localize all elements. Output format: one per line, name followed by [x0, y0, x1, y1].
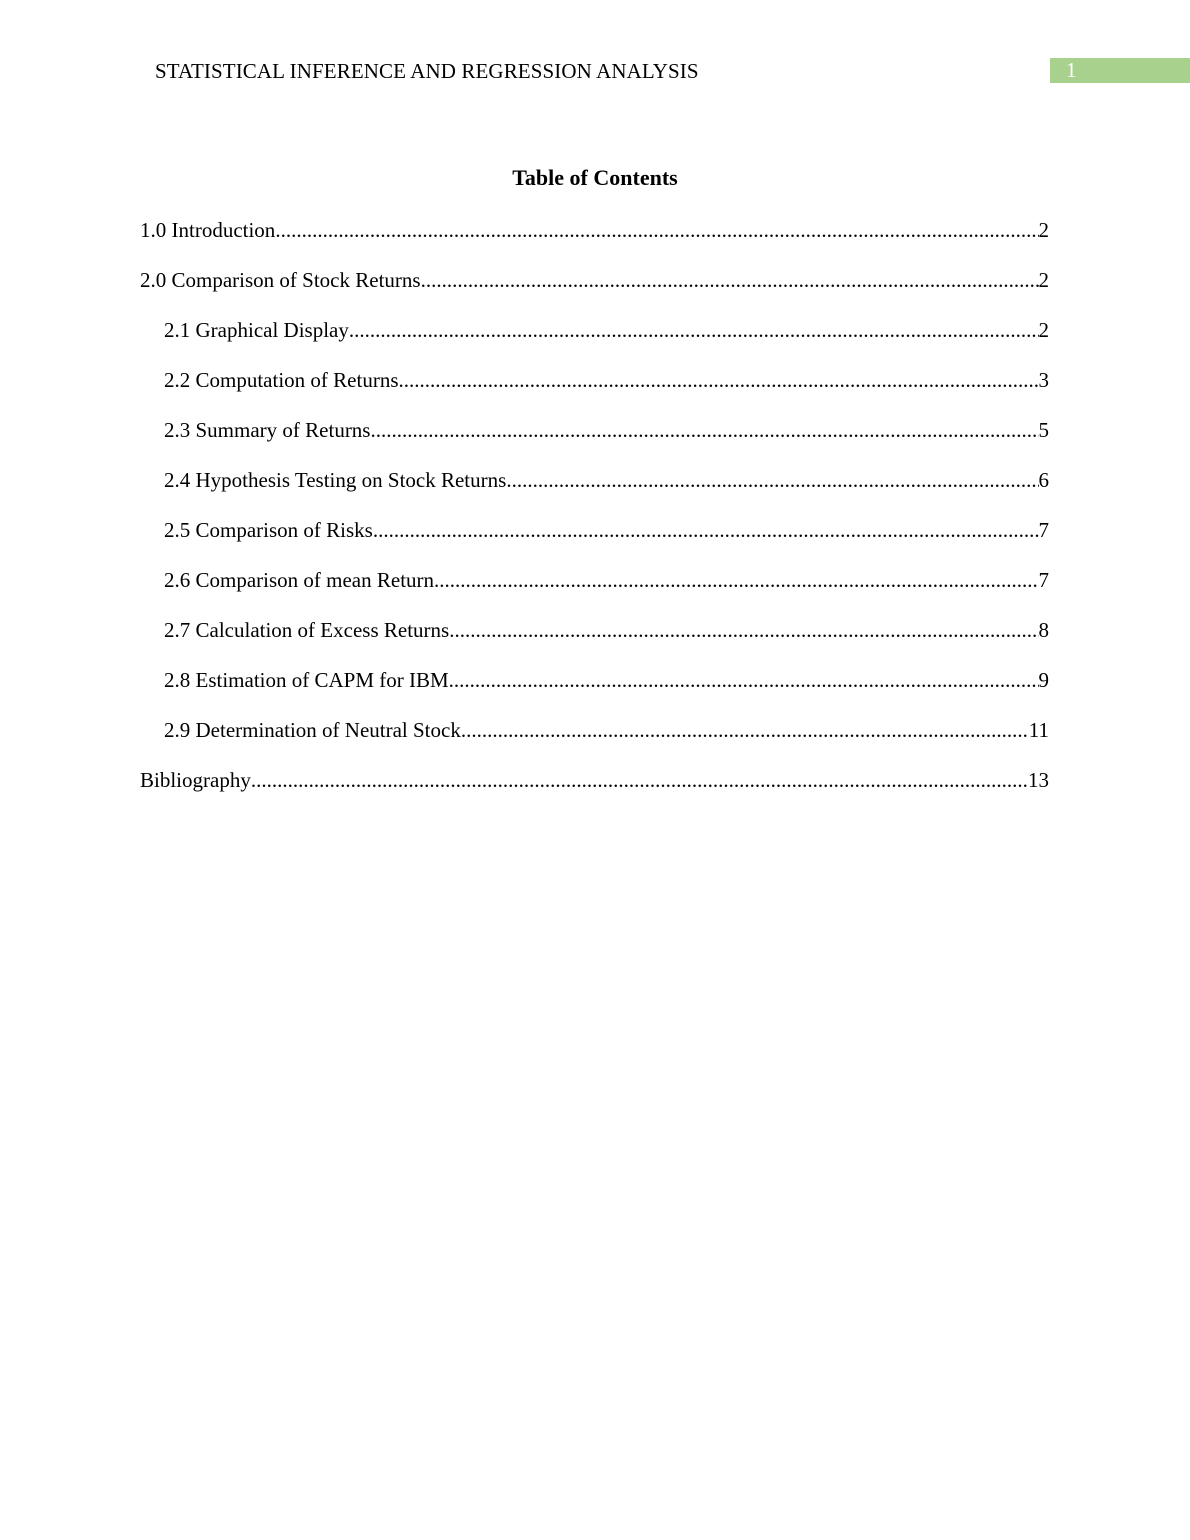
toc-dot-leader — [449, 615, 1038, 645]
toc-entry-computation-of-returns[interactable] — [140, 365, 1049, 415]
toc-entry-label: Bibliography — [140, 768, 251, 792]
toc-entry-page: 7 — [1038, 518, 1049, 542]
toc-dot-leader — [251, 765, 1028, 795]
toc-dot-leader — [506, 465, 1038, 495]
toc-entry-page: 2 — [1038, 218, 1049, 242]
toc-entry-label: 2.8 Estimation of CAPM for IBM — [164, 668, 449, 692]
toc-entry-page: 2 — [1038, 268, 1049, 292]
toc-entry-label: 2.0 Comparison of Stock Returns — [140, 268, 421, 292]
toc-dot-leader — [399, 365, 1039, 395]
toc-entry-comparison-of-risks[interactable] — [140, 515, 1049, 565]
toc-entry-label: 2.7 Calculation of Excess Returns — [164, 618, 450, 642]
toc-dot-leader — [349, 315, 1039, 345]
toc-entry-graphical-display[interactable] — [140, 315, 1049, 365]
toc-dot-leader — [449, 665, 1039, 695]
page-number: 1 — [1066, 58, 1077, 82]
toc-entry-page: 6 — [1038, 468, 1049, 492]
toc-entry-comparison-of-mean-return[interactable] — [140, 565, 1049, 615]
toc-dot-leader — [434, 565, 1038, 595]
toc-entry-hypothesis-testing[interactable] — [140, 465, 1049, 515]
toc-entry-excess-returns[interactable] — [140, 615, 1049, 665]
toc-entry-bibliography[interactable] — [140, 765, 1049, 815]
toc-entry-page: 9 — [1038, 668, 1049, 692]
toc-dot-leader — [421, 265, 1039, 295]
toc-entry-label: 2.5 Comparison of Risks — [164, 518, 373, 542]
toc-entry-page: 5 — [1038, 418, 1049, 442]
toc-dot-leader — [373, 515, 1039, 545]
toc-entry-label: 2.3 Summary of Returns — [164, 418, 371, 442]
toc-entry-page: 11 — [1028, 718, 1049, 742]
toc-dot-leader — [370, 415, 1038, 445]
table-of-contents — [140, 215, 1049, 815]
toc-entry-page: 13 — [1028, 768, 1049, 792]
toc-entry-label: 1.0 Introduction — [140, 218, 276, 242]
toc-entry-page: 7 — [1038, 568, 1049, 592]
toc-entry-label: 2.9 Determination of Neutral Stock — [164, 718, 461, 742]
toc-entry-neutral-stock[interactable] — [140, 715, 1049, 765]
toc-entry-page: 2 — [1038, 318, 1049, 342]
toc-entry-introduction[interactable] — [140, 215, 1049, 265]
toc-heading: Table of Contents — [512, 165, 678, 190]
toc-entry-label: 2.1 Graphical Display — [164, 318, 349, 342]
toc-entry-label: 2.2 Computation of Returns — [164, 368, 399, 392]
toc-entry-label: 2.4 Hypothesis Testing on Stock Returns — [164, 468, 507, 492]
toc-entry-summary-of-returns[interactable] — [140, 415, 1049, 465]
toc-entry-label: 2.6 Comparison of mean Return — [164, 568, 435, 592]
toc-dot-leader — [461, 715, 1029, 745]
toc-entry-capm-ibm[interactable] — [140, 665, 1049, 715]
toc-entry-comparison-of-stock-returns[interactable] — [140, 265, 1049, 315]
toc-entry-page: 3 — [1038, 368, 1049, 392]
page-number-badge — [1050, 58, 1190, 83]
toc-entry-page: 8 — [1038, 618, 1049, 642]
toc-dot-leader — [275, 215, 1038, 245]
running-header-title: STATISTICAL INFERENCE AND REGRESSION ANALYSIS — [155, 59, 699, 83]
